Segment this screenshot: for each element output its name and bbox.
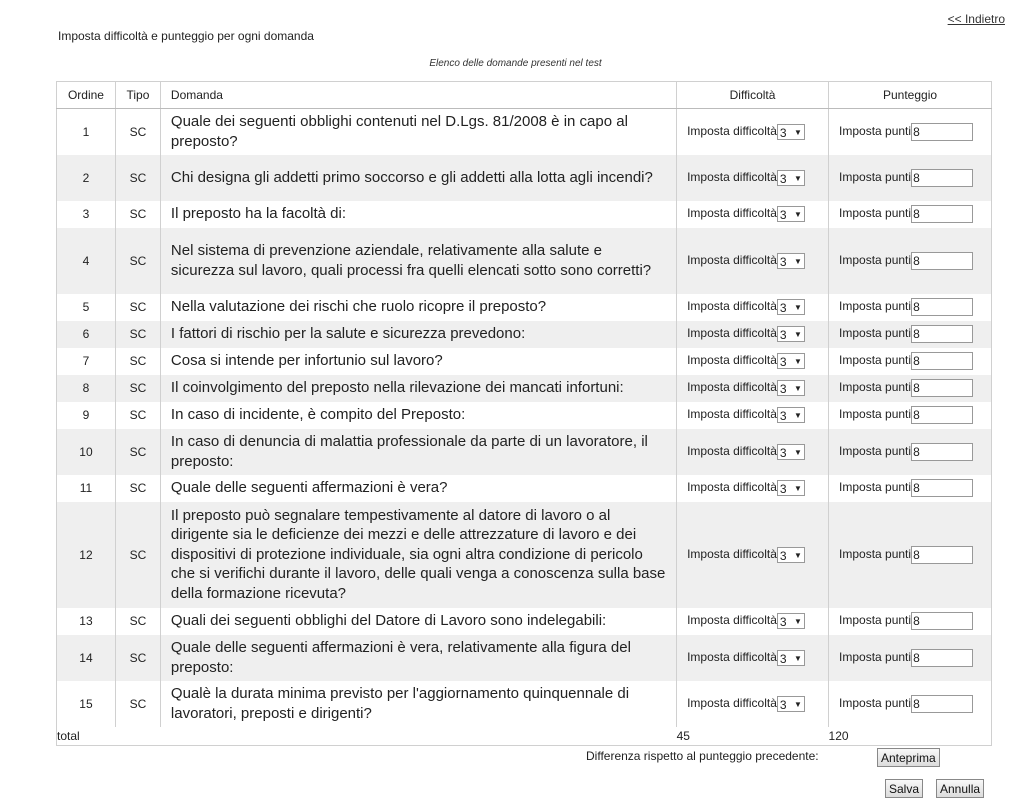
difficulty-select[interactable] [777,124,805,140]
row-ordine: 2 [57,155,116,201]
row-domanda: Quale delle seguenti affermazioni è vera? [160,475,676,502]
points-input[interactable]: 8 [911,352,973,370]
row-ordine: 9 [57,402,116,429]
row-ordine: 10 [57,429,116,475]
difficulty-label: Imposta difficoltà [687,299,777,314]
row-punteggio [829,294,992,321]
row-tipo: SC [115,375,160,402]
table-row [57,348,992,375]
header-tipo: Tipo [115,82,160,109]
row-ordine: 7 [57,348,116,375]
difficulty-select[interactable] [777,613,805,629]
row-ordine: 11 [57,475,116,502]
chevron-down-icon: ▼ [793,303,802,312]
points-input[interactable]: 8 [911,612,973,630]
points-label: Imposta punti [839,123,912,138]
difficulty-value: 3 [779,254,787,269]
table-row [57,402,992,429]
difficulty-label: Imposta difficoltà [687,613,777,628]
row-ordine: 15 [57,681,116,727]
row-difficolta [677,429,829,475]
row-tipo: SC [115,502,160,608]
difficulty-label: Imposta difficoltà [687,443,777,458]
points-label: Imposta punti [839,407,912,422]
row-ordine: 3 [57,201,116,228]
difficulty-label: Imposta difficoltà [687,206,777,221]
difficulty-value: 3 [779,482,787,496]
row-difficolta [677,681,829,727]
difficulty-select[interactable] [777,380,805,396]
row-difficolta [677,294,829,321]
chevron-down-icon: ▼ [793,256,802,266]
difficulty-value: 3 [779,697,787,712]
difficulty-select[interactable] [777,353,805,369]
points-input[interactable]: 8 [911,252,973,270]
table-row [57,475,992,502]
table-row [57,155,992,201]
chevron-down-icon: ▼ [793,173,802,183]
row-punteggio [829,502,992,608]
difficulty-select[interactable] [777,407,805,423]
points-label: Imposta punti [839,326,912,341]
preview-button[interactable]: Anteprima [877,748,940,767]
points-input[interactable]: 8 [911,649,973,667]
row-punteggio [829,681,992,727]
header-ordine: Ordine [57,82,116,109]
row-domanda: Nel sistema di prevenzione aziendale, relativamente alla salute e sicurezza sul lavoro, quali processi fra quelli elencati sotto sono corretti? [160,228,676,294]
points-label: Imposta punti [839,299,912,314]
row-difficolta [677,155,829,201]
difficulty-label: Imposta difficoltà [687,480,777,495]
row-domanda: In caso di denuncia di malattia professionale da parte di un lavoratore, il preposto: [160,429,676,475]
row-difficolta [677,228,829,294]
difficulty-label: Imposta difficoltà [687,252,777,267]
chevron-down-icon: ▼ [793,210,802,219]
row-tipo: SC [115,294,160,321]
difficulty-label: Imposta difficoltà [687,380,777,395]
row-ordine: 8 [57,375,116,402]
row-tipo: SC [115,402,160,429]
difficulty-select[interactable] [777,170,805,186]
row-punteggio [829,608,992,635]
points-label: Imposta punti [839,613,912,628]
row-tipo: SC [115,201,160,228]
table-row [57,375,992,402]
points-input[interactable]: 8 [911,169,973,187]
table-header-row [57,82,992,109]
difficulty-select[interactable] [777,696,805,712]
table-row [57,608,992,635]
difficulty-select[interactable] [777,650,805,666]
points-label: Imposta punti [839,353,912,368]
table-row [57,109,992,155]
row-tipo: SC [115,608,160,635]
row-difficolta [677,475,829,502]
row-punteggio [829,375,992,402]
row-difficolta [677,348,829,375]
difficulty-select[interactable] [777,444,805,460]
difficulty-select[interactable] [777,299,805,315]
row-domanda: Qualè la durata minima previsto per l'aggiornamento quinquennale di lavoratori, preposti e dirigenti? [160,681,676,727]
difficulty-value: 3 [779,328,787,342]
row-punteggio [829,228,992,294]
difficulty-select[interactable] [777,480,805,496]
points-input[interactable]: 8 [911,406,973,424]
points-input[interactable]: 8 [911,298,973,316]
row-punteggio [829,475,992,502]
total-row [57,727,992,746]
row-tipo: SC [115,109,160,155]
difficulty-value: 3 [779,301,787,315]
points-input[interactable]: 8 [911,325,973,343]
difficulty-select[interactable] [777,547,805,563]
total-label: total [57,727,677,746]
difficulty-label: Imposta difficoltà [687,649,777,664]
row-domanda: I fattori di rischio per la salute e sicurezza prevedono: [160,321,676,348]
chevron-down-icon: ▼ [793,330,802,339]
row-ordine: 14 [57,635,116,681]
points-input[interactable]: 8 [911,443,973,461]
table-row [57,429,992,475]
difficulty-label: Imposta difficoltà [687,407,777,422]
difficulty-select[interactable] [777,253,805,269]
points-input[interactable]: 8 [911,123,973,141]
difficulty-value: 3 [779,615,787,629]
points-label: Imposta punti [839,169,912,184]
chevron-down-icon: ▼ [793,447,802,457]
row-punteggio [829,321,992,348]
difficulty-value: 3 [779,171,787,186]
header-domanda: Domanda [160,82,676,109]
row-tipo: SC [115,321,160,348]
row-domanda: Cosa si intende per infortunio sul lavoro? [160,348,676,375]
difficulty-value: 3 [779,445,787,460]
table-row [57,228,992,294]
points-input[interactable]: 8 [911,479,973,497]
chevron-down-icon: ▼ [793,411,802,420]
table-row [57,321,992,348]
difficulty-value: 3 [779,355,787,369]
points-label: Imposta punti [839,480,912,495]
points-label: Imposta punti [839,206,912,221]
row-ordine: 4 [57,228,116,294]
points-label: Imposta punti [839,649,912,664]
row-punteggio [829,402,992,429]
difficulty-select[interactable] [777,206,805,222]
row-domanda: Quali dei seguenti obblighi del Datore di Lavoro sono indelegabili: [160,608,676,635]
difficulty-value: 3 [779,208,787,222]
difficulty-label: Imposta difficoltà [687,546,777,561]
table-row [57,502,992,608]
row-difficolta [677,402,829,429]
row-punteggio [829,348,992,375]
row-ordine: 1 [57,109,116,155]
difficulty-value: 3 [779,548,787,563]
page-title: Imposta difficoltà e punteggio per ogni domanda [58,29,314,43]
row-tipo: SC [115,429,160,475]
row-punteggio [829,109,992,155]
chevron-down-icon: ▼ [793,484,802,493]
difficulty-value: 3 [779,409,787,423]
points-label: Imposta punti [839,252,912,267]
table-row [57,681,992,727]
difficulty-value: 3 [779,651,787,666]
cancel-button[interactable]: Annulla [936,779,984,798]
difficulty-select[interactable] [777,326,805,342]
points-label: Imposta punti [839,695,912,710]
row-tipo: SC [115,681,160,727]
difficulty-value: 3 [779,382,787,396]
row-tipo: SC [115,228,160,294]
points-input[interactable]: 8 [911,546,973,564]
questions-table [56,81,992,746]
difficulty-label: Imposta difficoltà [687,353,777,368]
points-label: Imposta punti [839,443,912,458]
table-caption: Elenco delle domande presenti nel test [429,58,602,69]
difficulty-label: Imposta difficoltà [687,695,777,710]
table-row [57,635,992,681]
row-tipo: SC [115,155,160,201]
chevron-down-icon: ▼ [793,550,802,560]
difficulty-label: Imposta difficoltà [687,326,777,341]
chevron-down-icon: ▼ [793,699,802,709]
row-punteggio [829,635,992,681]
row-ordine: 13 [57,608,116,635]
back-link[interactable]: << Indietro [947,12,1005,26]
chevron-down-icon: ▼ [793,653,802,663]
row-difficolta [677,608,829,635]
row-punteggio [829,429,992,475]
total-punteggio: 120 [829,727,992,746]
row-domanda: Il preposto può segnalare tempestivamente al datore di lavoro o al dirigente sia le deficienze dei mezzi e delle attrezzature di lavoro e dei dispositivi di protezione individuale, sia ogni altra condizione di pericolo che si verifichi durante il lavoro, delle quali venga a conoscenza sulla base della formazione ricevuta? [160,502,676,608]
points-label: Imposta punti [839,546,912,561]
row-difficolta [677,201,829,228]
row-difficolta [677,375,829,402]
row-ordine: 5 [57,294,116,321]
row-punteggio [829,201,992,228]
points-input[interactable]: 8 [911,205,973,223]
row-domanda: Il coinvolgimento del preposto nella rilevazione dei mancati infortuni: [160,375,676,402]
row-punteggio [829,155,992,201]
row-ordine: 6 [57,321,116,348]
difficulty-label: Imposta difficoltà [687,123,777,138]
row-difficolta [677,635,829,681]
save-button[interactable]: Salva [885,779,923,798]
row-tipo: SC [115,635,160,681]
points-input[interactable]: 8 [911,379,973,397]
row-domanda: Quale dei seguenti obblighi contenuti nel D.Lgs. 81/2008 è in capo al preposto? [160,109,676,155]
row-domanda: Chi designa gli addetti primo soccorso e gli addetti alla lotta agli incendi? [160,155,676,201]
difficulty-label: Imposta difficoltà [687,169,777,184]
row-ordine: 12 [57,502,116,608]
difficulty-value: 3 [779,125,787,140]
chevron-down-icon: ▼ [793,617,802,626]
header-punteggio: Punteggio [829,82,992,109]
row-domanda: In caso di incidente, è compito del Preposto: [160,402,676,429]
row-domanda: Quale delle seguenti affermazioni è vera, relativamente alla figura del preposto: [160,635,676,681]
row-tipo: SC [115,348,160,375]
chevron-down-icon: ▼ [793,127,802,137]
table-row [57,294,992,321]
table-row [57,201,992,228]
chevron-down-icon: ▼ [793,384,802,393]
row-difficolta [677,502,829,608]
row-difficolta [677,321,829,348]
chevron-down-icon: ▼ [793,357,802,366]
row-domanda: Nella valutazione dei rischi che ruolo ricopre il preposto? [160,294,676,321]
points-input[interactable]: 8 [911,695,973,713]
row-tipo: SC [115,475,160,502]
total-difficolta: 45 [677,727,829,746]
difference-label: Differenza rispetto al punteggio precedente: [586,749,819,763]
header-difficolta: Difficoltà [677,82,829,109]
points-label: Imposta punti [839,380,912,395]
row-difficolta [677,109,829,155]
row-domanda: Il preposto ha la facoltà di: [160,201,676,228]
